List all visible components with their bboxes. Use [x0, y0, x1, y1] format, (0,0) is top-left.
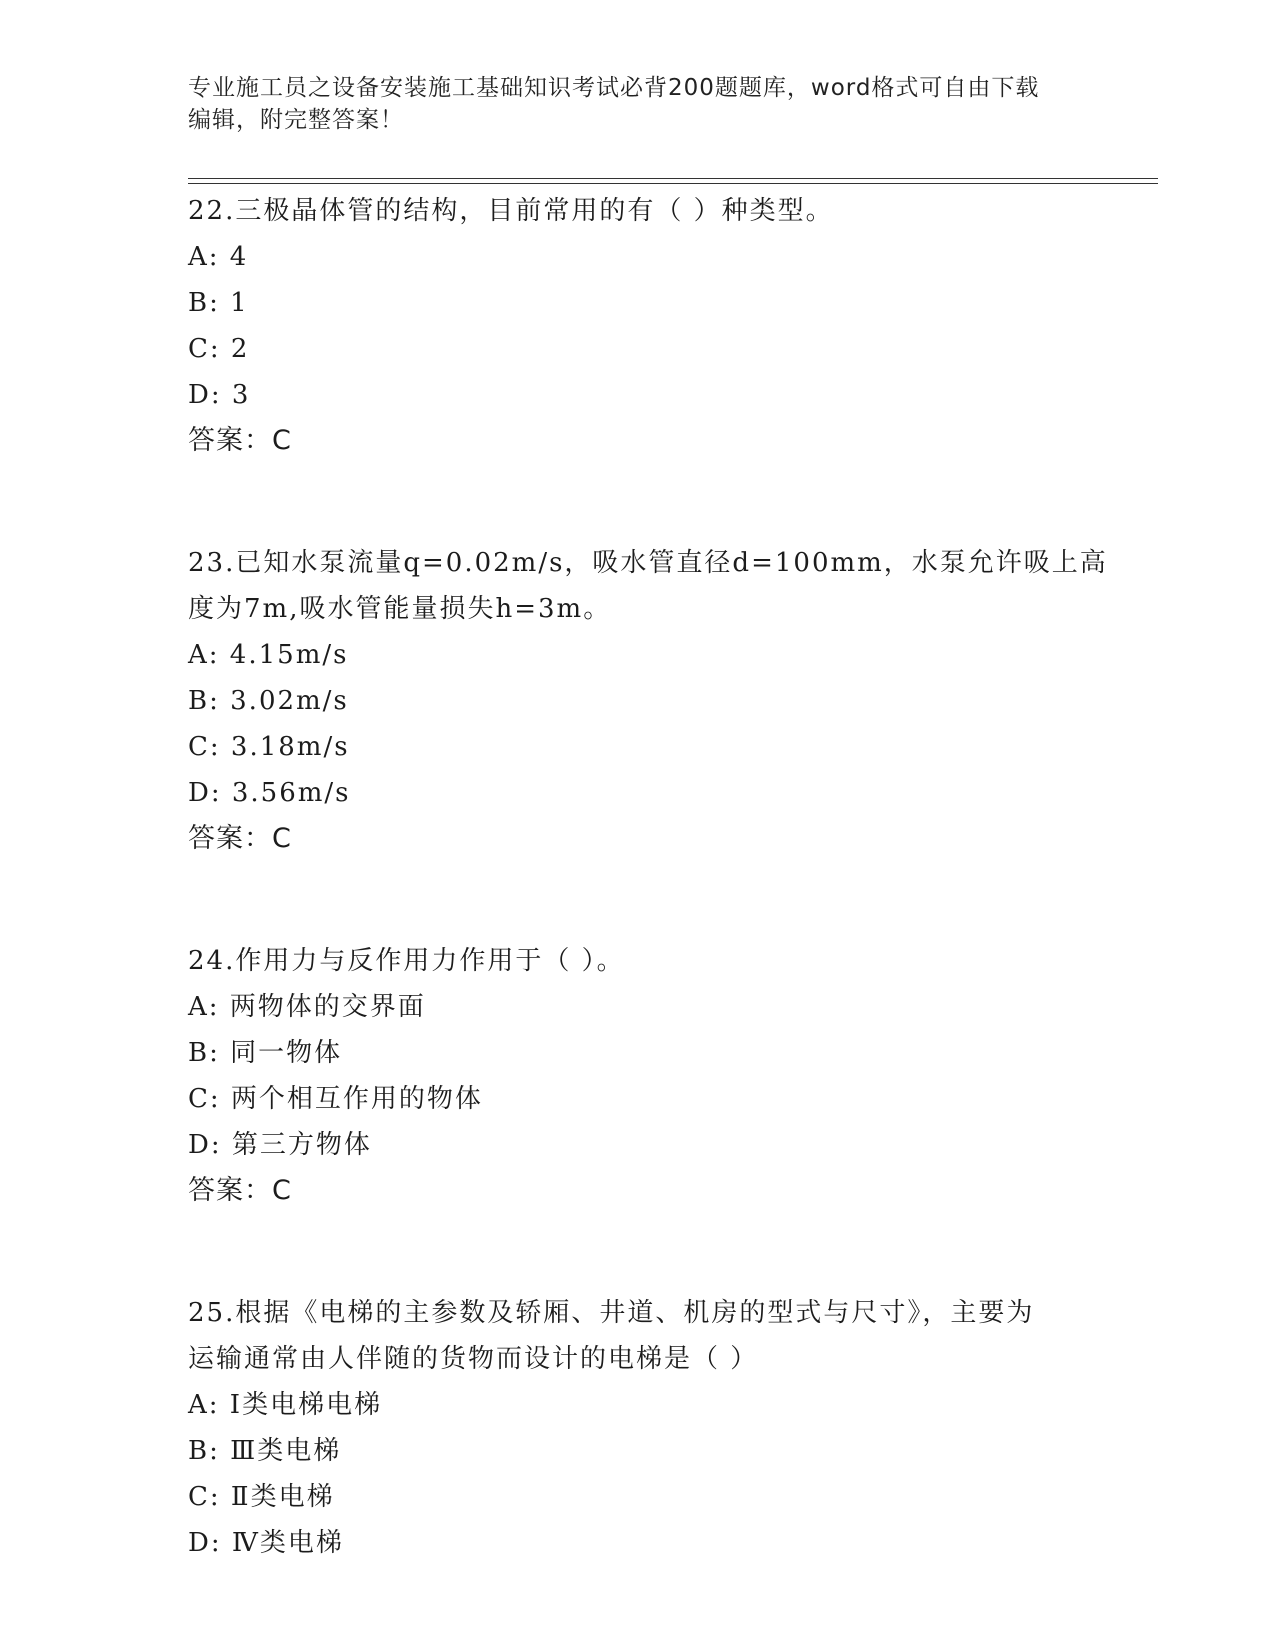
question-23	[188, 540, 1108, 862]
question-stem: 24.作用力与反作用力作用于（ ）。	[188, 946, 625, 976]
question-25	[188, 1290, 1088, 1566]
answer: 答案：C	[188, 823, 292, 854]
question-stem: 23.已知水泵流量q=0.02m/s，吸水管直径d=100mm，水泵允许吸上高	[188, 548, 1108, 578]
question-stem-continued: 运输通常由人伴随的货物而设计的电梯是（ ）	[188, 1344, 759, 1374]
answer: 答案：C	[188, 1175, 292, 1206]
question-24	[188, 938, 1088, 1214]
header-title-line-1: 专业施工员之设备安装施工基础知识考试必背200题题库，word格式可自由下载	[188, 75, 1040, 101]
question-stem-continued: 度为7m,吸水管能量损失h=3m。	[188, 594, 612, 624]
option-a: A: 4	[188, 242, 249, 272]
option-c: C: 3.18m/s	[188, 732, 350, 762]
option-d: D: 3.56m/s	[188, 778, 351, 808]
option-d: D: 第三方物体	[188, 1130, 372, 1160]
option-d: D: 3	[188, 380, 251, 410]
answer: 答案：C	[188, 425, 292, 456]
option-a: A: 4.15m/s	[188, 640, 349, 670]
option-b: B: Ⅲ类电梯	[188, 1436, 342, 1466]
header-title-line-2: 编辑，附完整答案！	[188, 107, 404, 133]
question-list	[188, 188, 1108, 1566]
header-divider-bottom	[188, 183, 1158, 184]
option-c: C: Ⅱ类电梯	[188, 1482, 335, 1512]
header-divider-top	[188, 178, 1158, 179]
option-d: D: Ⅳ类电梯	[188, 1528, 344, 1558]
option-b: B: 3.02m/s	[188, 686, 349, 716]
question-stem: 25.根据《电梯的主参数及轿厢、井道、机房的型式与尺寸》，主要为	[188, 1298, 1035, 1328]
question-stem: 22.三极晶体管的结构，目前常用的有（ ）种类型。	[188, 196, 834, 226]
question-22	[188, 188, 1088, 464]
option-c: C: 两个相互作用的物体	[188, 1084, 483, 1114]
option-b: B: 1	[188, 288, 249, 318]
option-a: A: 两物体的交界面	[188, 992, 426, 1022]
option-a: A: Ⅰ类电梯电梯	[188, 1390, 383, 1420]
option-c: C: 2	[188, 334, 250, 364]
document-header	[188, 72, 1088, 136]
option-b: B: 同一物体	[188, 1038, 343, 1068]
